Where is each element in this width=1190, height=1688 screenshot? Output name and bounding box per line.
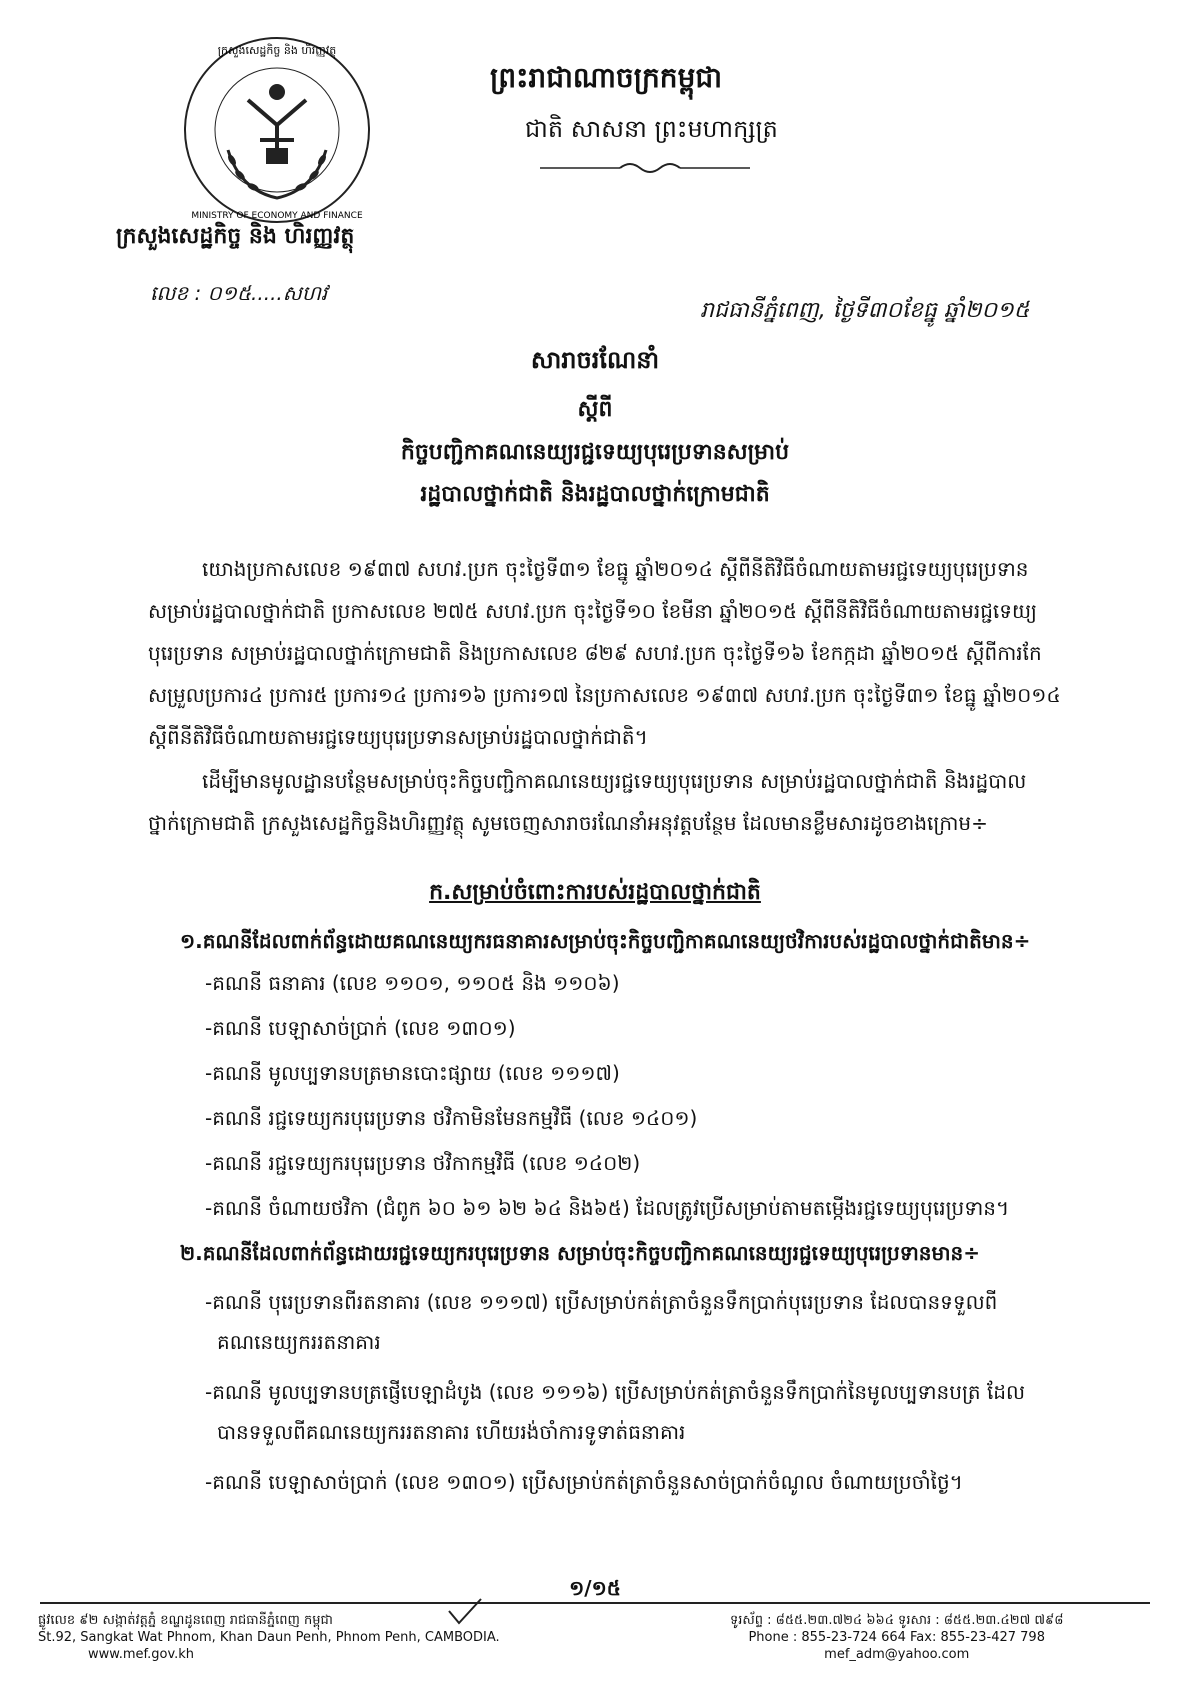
subject-line-2: រដ្ឋបាលថ្នាក់ជាតិ និងរដ្ឋបាលថ្នាក់ក្រោមជាតិ	[420, 482, 770, 507]
list-item-line: -គណនី មូលប្បទានបត្រផ្ញើបេឡាដំបូង (លេខ ១១១៦) ប្រើសម្រាប់កត់ត្រាចំនួនទឹកប្រាក់នៃមូលប្បទានបត្រ ដែល	[205, 1380, 1026, 1404]
paragraph-line: សម្រាប់រដ្ឋបាលថ្នាក់ជាតិ ប្រកាសលេខ ២៧៥ សហវ.ប្រក ចុះថ្ងៃទី១០ ខែមីនា ឆ្នាំ២០១៥ ស្តីពីនីតិវិធីចំណាយតាមរជ្ជទេយ្យ	[148, 599, 1037, 623]
footer-contact	[730, 1612, 1063, 1663]
footer-address	[38, 1612, 500, 1663]
address-kh: ផ្លូវលេខ ៩២ សង្កាត់វត្តភ្នំ ខណ្ឌដូនពេញ រាជធានីភ្នំពេញ កម្ពុជា	[38, 1613, 333, 1628]
section-a-heading: ក.សម្រាប់ចំពោះការបស់រដ្ឋបាលថ្នាក់ជាតិ	[429, 880, 761, 905]
list-item: -គណនី ធនាគារ (លេខ ១១០១, ១១០៥ និង ១១០៦)	[205, 971, 620, 995]
list-item	[205, 1372, 1130, 1452]
paragraph-reference	[148, 548, 1113, 758]
address-en: St.92, Sangkat Wat Phnom, Khan Daun Penh, Phnom Penh, CAMBODIA.	[38, 1630, 500, 1645]
seal-top-text: ក្រសួងសេដ្ឋកិច្ច និង ហិរញ្ញវត្ថុ	[217, 44, 337, 57]
item-2-heading: ២.គណនីដែលពាក់ព័ន្ធដោយរជ្ជទេយ្យករបុរេប្រទាន សម្រាប់ចុះកិច្ចបញ្ជិកាគណនេយ្យរជ្ជទេយ្យបុរេប្រទានមាន÷	[180, 1241, 980, 1265]
ornament-divider-icon	[540, 158, 750, 178]
list-item: -គណនី ចំណាយថវិកា (ជំពូក ៦០ ៦១ ៦២ ៦៤ និង៦៥) ដែលត្រូវប្រើសម្រាប់តាមតម្កើងរជ្ជទេយ្យបុរេប្រទាន។	[205, 1196, 1010, 1220]
list-item: -គណនី បេឡាសាច់ប្រាក់ (លេខ ១៣០១)	[205, 1016, 516, 1040]
footer-divider	[40, 1602, 1150, 1604]
national-motto: ជាតិ សាសនា ព្រះមហាក្សត្រ	[525, 115, 778, 143]
email: mef_adm@yahoo.com	[824, 1647, 970, 1662]
reference-number: លេខ : ០១៥.....សហវ	[150, 281, 328, 305]
list-item	[205, 1282, 1130, 1362]
phone-en: Phone : 855-23-724 664 Fax: 855-23-427 798	[748, 1630, 1045, 1645]
list-item: -គណនី រជ្ជទេយ្យករបុរេប្រទាន ថវិកាកម្មវិធី (លេខ ១៤០២)	[205, 1151, 641, 1175]
item-1-heading: ១.គណនីដែលពាក់ព័ន្ធដោយគណនេយ្យករធនាគារសម្រាប់ចុះកិច្ចបញ្ជិកាគណនេយ្យថវិការបស់រដ្ឋបាលថ្នាក់ជាតិមាន÷	[180, 929, 1031, 953]
subject-line-1: កិច្ចបញ្ជិកាគណនេយ្យរជ្ជទេយ្យបុរេប្រទានសម្រាប់	[400, 440, 790, 465]
paragraph-line: ដើម្បីមានមូលដ្ឋានបន្ថែមសម្រាប់ចុះកិច្ចបញ្ជិកាគណនេយ្យរជ្ជទេយ្យបុរេប្រទាន សម្រាប់រដ្ឋបាលថ្នាក់ជាតិ និងរដ្ឋបាល	[202, 769, 1027, 793]
ministry-seal-logo	[168, 30, 386, 225]
list-item-line: -គណនី បុរេប្រទានពីរតនាគារ (លេខ ១១១៧) ប្រើសម្រាប់កត់ត្រាចំនួនទឹកប្រាក់បុរេប្រទាន ដែលបានទទួលពី	[205, 1290, 998, 1314]
list-item-line: បានទទួលពីគណនេយ្យកររតនាគារ ហើយរង់ចាំការទូទាត់ធនាគារ	[217, 1420, 686, 1444]
kingdom-title: ព្រះរាជាណាចក្រកម្ពុជា	[490, 61, 723, 94]
subject-label: ស្តីពី	[577, 397, 613, 422]
paragraph-line: បុរេប្រទាន សម្រាប់រដ្ឋបាលថ្នាក់ក្រោមជាតិ និងប្រកាសលេខ ៨២៩ សហវ.ប្រក ចុះថ្ងៃទី១៦ ខែកក្កដា ឆ្នាំ២០១៥ ស្តីពីការកែ	[148, 641, 1042, 665]
list-item: -គណនី រជ្ជទេយ្យករបុរេប្រទាន ថវិកាមិនមែនកម្មវិធី (លេខ ១៤០១)	[205, 1106, 698, 1130]
date-line: រាជធានីភ្នំពេញ, ថ្ងៃទី៣០ខែធ្នូ ឆ្នាំ២០១៥	[700, 298, 1030, 323]
website: www.mef.gov.kh	[88, 1647, 195, 1662]
initial-mark-icon	[445, 1597, 485, 1627]
list-item-line: គណនេយ្យកររតនាគារ	[217, 1330, 381, 1354]
paragraph-line: ថ្នាក់ក្រោមជាតិ ក្រសួងសេដ្ឋកិច្ចនិងហិរញ្ញវត្ថុ សូមចេញសារាចរណែនាំអនុវត្តបន្ថែម ដែលមានខ្លឹមសារដូចខាងក្រោម÷	[148, 811, 988, 835]
document-type: សារាចរណែនាំ	[530, 346, 660, 374]
paragraph-line: សម្រួលប្រការ៤ ប្រការ៥ ប្រការ១៤ ប្រការ១៦ ប្រការ១៧ នៃប្រកាសលេខ ១៩៣៧ សហវ.ប្រក ចុះថ្ងៃទី៣១ ខែធ្នូ ឆ្នាំ២០១៤	[148, 683, 1061, 707]
paragraph-purpose	[148, 760, 1113, 844]
seal-bottom-text: MINISTRY OF ECONOMY AND FINANCE	[191, 211, 363, 221]
list-item-line: -គណនី បេឡាសាច់ប្រាក់ (លេខ ១៣០១) ប្រើសម្រាប់កត់ត្រាចំនួនសាច់ប្រាក់ចំណូល ចំណាយប្រចាំថ្ងៃ។	[205, 1470, 963, 1494]
paragraph-line: ស្តីពីនីតិវិធីចំណាយតាមរជ្ជទេយ្យបុរេប្រទានសម្រាប់រដ្ឋបាលថ្នាក់ជាតិ។	[148, 725, 648, 749]
page-number: ១/១៥	[569, 1576, 621, 1600]
list-item: -គណនី មូលប្បទានបត្រមានបោះផ្សាយ (លេខ ១១១៧)	[205, 1061, 620, 1085]
paragraph-line: យោងប្រកាសលេខ ១៩៣៧ សហវ.ប្រក ចុះថ្ងៃទី៣១ ខែធ្នូ ឆ្នាំ២០១៤ ស្តីពីនីតិវិធីចំណាយតាមរជ្ជទេយ្យបុរេប្រទាន	[202, 557, 1029, 581]
phone-kh: ទូរស័ព្ទ : ៨៥៥.២៣.៧២៤ ៦៦៤ ទូរសារ : ៨៥៥.២៣.៤២៧ ៧៩៨	[730, 1613, 1064, 1628]
ministry-name: ក្រសួងសេដ្ឋកិច្ច និង ហិរញ្ញវត្ថុ	[116, 224, 355, 249]
list-item	[205, 1462, 1130, 1502]
